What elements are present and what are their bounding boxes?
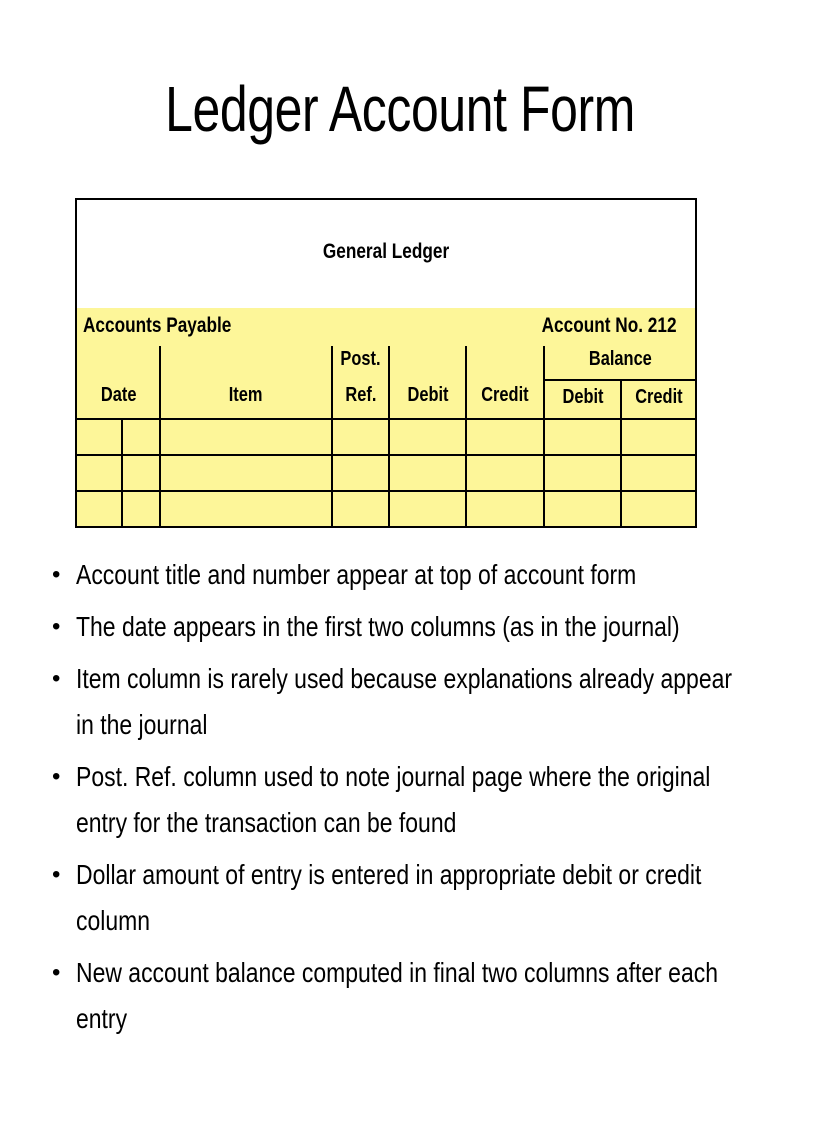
col-header-item-text: Item — [229, 384, 263, 406]
col-header-debit-text: Debit — [407, 384, 448, 406]
ledger-heading-text: General Ledger — [322, 240, 450, 263]
col-header-credit — [466, 384, 544, 407]
bullet-item — [52, 656, 752, 748]
postref-debit-line — [388, 346, 390, 526]
col-header-balance — [544, 348, 697, 371]
bullet-list — [52, 552, 752, 1048]
bullet-dot-icon: • — [52, 613, 61, 640]
col-header-balance-debit-text: Debit — [562, 386, 603, 408]
bullet-item — [52, 950, 752, 1042]
col-header-debit — [389, 384, 466, 407]
account-title: Accounts Payable — [83, 314, 232, 337]
debit-credit-line — [465, 346, 467, 526]
col-header-date — [77, 384, 160, 407]
date-item-line — [159, 346, 161, 526]
account-number: Account No. 212 — [542, 314, 677, 337]
ledger-grid — [77, 346, 695, 526]
col-header-balance-credit — [621, 386, 697, 409]
col-header-balance-credit-text: Credit — [635, 386, 683, 408]
bullet-text: Post. Ref. column used to note journal page where the original entry for the transaction can be found — [76, 761, 711, 838]
bullet-text: Item column is rarely used because explanations already appear in the journal — [76, 663, 733, 740]
balance-split-line — [620, 379, 622, 526]
bullet-text: New account balance computed in final two columns after each entry — [76, 957, 718, 1034]
bullet-dot-icon: • — [52, 861, 61, 888]
account-band — [77, 308, 695, 348]
bullet-dot-icon: • — [52, 561, 61, 588]
row-line-1 — [77, 454, 695, 456]
ledger-heading — [77, 240, 695, 264]
col-header-post-ref-line1 — [332, 348, 389, 371]
ledger-header-area — [77, 200, 695, 310]
col-header-balance-debit — [544, 386, 621, 409]
bullet-text: Dollar amount of entry is entered in appropriate debit or credit column — [76, 859, 702, 936]
date-split-line — [121, 418, 123, 526]
col-header-date-text: Date — [100, 384, 137, 406]
bullet-item — [52, 754, 752, 846]
bullet-item — [52, 604, 752, 650]
row-line-2 — [77, 490, 695, 492]
credit-balance-line — [543, 346, 545, 526]
bullet-item — [52, 552, 752, 598]
bullet-text: Account title and number appear at top of account form — [76, 559, 637, 590]
bullet-item — [52, 852, 752, 944]
col-header-post-text: Post. — [340, 348, 381, 370]
ledger-account-form — [75, 198, 697, 528]
col-header-item — [160, 384, 332, 407]
bullet-dot-icon: • — [52, 959, 61, 986]
header-bottom-line — [77, 418, 695, 420]
col-header-ref-text: Ref. — [344, 384, 376, 406]
page-title: Ledger Account Form — [165, 73, 635, 145]
bullet-dot-icon: • — [52, 665, 61, 692]
col-header-credit-text: Credit — [481, 384, 529, 406]
col-header-post-ref-line2 — [332, 384, 389, 407]
item-postref-line — [331, 346, 333, 526]
bullet-text: The date appears in the first two columns (as in the journal) — [76, 611, 680, 642]
col-header-balance-text: Balance — [589, 348, 652, 370]
bullet-dot-icon: • — [52, 763, 61, 790]
